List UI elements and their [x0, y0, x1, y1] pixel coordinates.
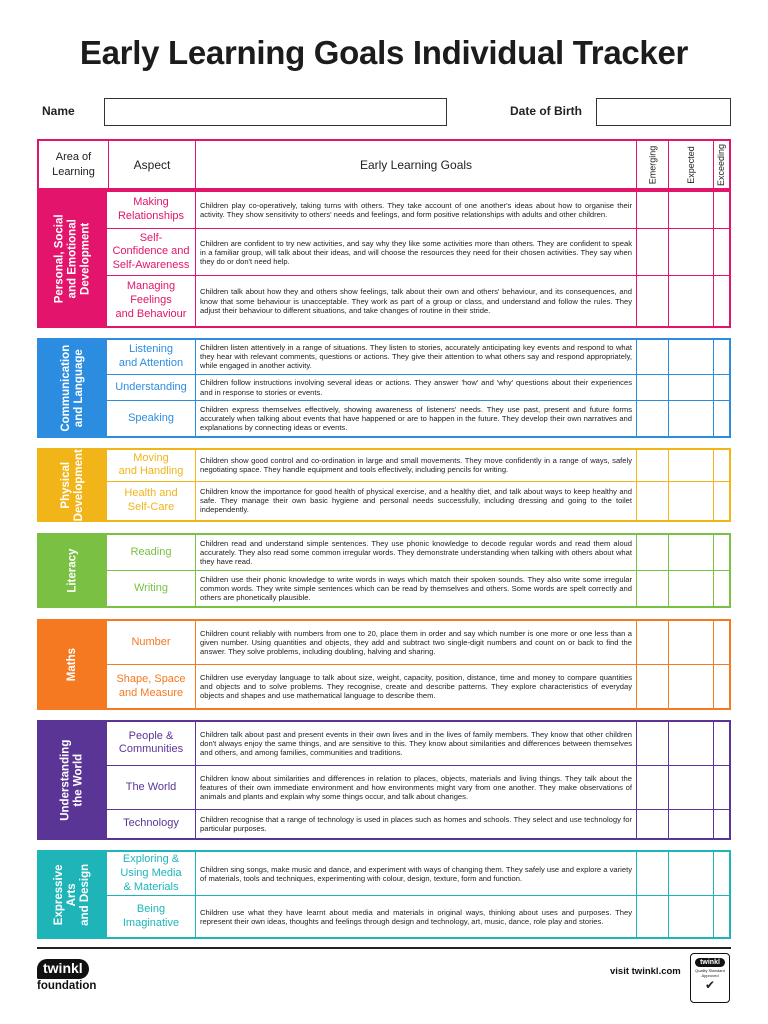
name-label: Name — [42, 104, 75, 118]
header-expected: Expected — [669, 141, 714, 188]
aspect-label: Making Relationships — [107, 192, 196, 228]
goal-row — [107, 340, 729, 375]
aspect-label: Writing — [107, 571, 196, 606]
badge-logo: twinkl — [695, 958, 725, 967]
exceeding-checkbox[interactable] — [714, 229, 729, 275]
goal-text: Children use their phonic knowledge to write words in ways which match their spoken sounds. They also write some irregular common words. They write simple sentences which can be read by themselves and others. Some words are spelt correctly and others are phonetically plausible. — [196, 571, 637, 606]
expected-checkbox[interactable] — [669, 571, 714, 606]
emerging-checkbox[interactable] — [637, 375, 669, 400]
header-emerging: Emerging — [637, 141, 669, 188]
expected-checkbox[interactable] — [669, 192, 714, 228]
aspect-label: Shape, Space and Measure — [107, 665, 196, 708]
section-0 — [37, 190, 731, 328]
exceeding-checkbox[interactable] — [714, 571, 729, 606]
aspect-label: Speaking — [107, 401, 196, 436]
expected-checkbox[interactable] — [669, 276, 714, 326]
footer-divider — [37, 947, 731, 949]
header-area: Area of Learning — [39, 141, 109, 188]
goal-text: Children use what they have learnt about media and materials in original ways, thinking about uses and purposes. They represent their own ideas, thoughts and feelings through design and technology, art, music, dance, role play and stories. — [196, 896, 637, 937]
header-goals: Early Learning Goals — [196, 141, 637, 188]
aspect-label: Exploring & Using Media & Materials — [107, 852, 196, 895]
emerging-checkbox[interactable] — [637, 571, 669, 606]
expected-checkbox[interactable] — [669, 722, 714, 765]
goal-row — [107, 535, 729, 571]
emerging-checkbox[interactable] — [637, 665, 669, 708]
area-label: Physical Development — [59, 448, 85, 522]
goal-text: Children use everyday language to talk about size, weight, capacity, position, distance, time and money to compare quantities and objects and to solve problems. They recognise, create and describe patterns. They explore characteristics of everyday objects and shapes and use mathematical language to describe them. — [196, 665, 637, 708]
aspect-label: Being Imaginative — [107, 896, 196, 937]
expected-checkbox[interactable] — [669, 852, 714, 895]
exceeding-checkbox[interactable] — [714, 852, 729, 895]
exceeding-checkbox[interactable] — [714, 375, 729, 400]
badge-text: Quality Standard Approved — [695, 968, 725, 978]
aspect-label: Listening and Attention — [107, 340, 196, 374]
goal-row — [107, 621, 729, 665]
goal-row — [107, 571, 729, 606]
area-label: Expressive Arts and Design — [53, 863, 92, 926]
exceeding-checkbox[interactable] — [714, 766, 729, 810]
emerging-checkbox[interactable] — [637, 722, 669, 765]
emerging-checkbox[interactable] — [637, 621, 669, 664]
header-exceeding: Exceeding — [716, 143, 727, 186]
aspect-label: Self- Confidence and Self-Awareness — [107, 229, 196, 275]
expected-checkbox[interactable] — [669, 450, 714, 481]
tracker-header — [37, 139, 731, 190]
emerging-checkbox[interactable] — [637, 482, 669, 520]
section-3 — [37, 533, 731, 608]
area-of-learning — [39, 340, 107, 436]
goal-row — [107, 229, 729, 276]
area-label: Personal, Social and Emotional Development — [53, 214, 92, 304]
expected-checkbox[interactable] — [669, 340, 714, 374]
goal-row — [107, 722, 729, 766]
area-of-learning — [39, 722, 107, 838]
goal-row — [107, 192, 729, 229]
name-field[interactable] — [104, 98, 447, 126]
logo-subtitle: foundation — [37, 980, 97, 992]
exceeding-checkbox[interactable] — [714, 276, 729, 326]
aspect-label: The World — [107, 766, 196, 810]
expected-checkbox[interactable] — [669, 665, 714, 708]
exceeding-checkbox[interactable] — [714, 665, 729, 708]
goal-text: Children express themselves effectively, showing awareness of listeners' needs. They use past, present and future forms accurately when talking about events that have happened or are to happen in the future. They develop their own narratives and explanations by connecting ideas or events. — [196, 401, 637, 436]
goal-text: Children count reliably with numbers from one to 20, place them in order and say which number is one more or one less than a given number. Using quantities and objects, they add and subtract two single-digit numbers and count on or back to find the answer. They solve problems, including doubling, halving and sharing. — [196, 621, 637, 664]
goal-text: Children talk about how they and others show feelings, talk about their own and others' behaviour, and its consequences, and know that some behaviour is unacceptable. They work as part of a group or class, and understand and follow the rules. They adjust their behaviour to different situations, and take changes of routine in their stride. — [196, 276, 637, 326]
emerging-checkbox[interactable] — [637, 766, 669, 810]
exceeding-checkbox[interactable] — [714, 621, 729, 664]
exceeding-checkbox[interactable] — [714, 340, 729, 374]
area-of-learning — [39, 450, 107, 520]
aspect-label: Moving and Handling — [107, 450, 196, 481]
expected-checkbox[interactable] — [669, 229, 714, 275]
section-2 — [37, 448, 731, 522]
goal-text: Children know about similarities and differences in relation to places, objects, materials and living things. They talk about the features of their own immediate environment and how environments might vary from one another. They make observations of animals and plants and explain why some things occur, and talk about changes. — [196, 766, 637, 810]
expected-checkbox[interactable] — [669, 401, 714, 436]
goal-text: Children are confident to try new activities, and say why they like some activities more than others. They are confident to speak in a familiar group, will talk about their ideas, and will choose the resources they need for their chosen activities. They say when they do or don't need help. — [196, 229, 637, 275]
emerging-checkbox[interactable] — [637, 896, 669, 937]
section-6 — [37, 850, 731, 939]
area-label: Understanding the World — [59, 739, 86, 821]
emerging-checkbox[interactable] — [637, 810, 669, 838]
aspect-label: Technology — [107, 810, 196, 838]
visit-link[interactable]: visit twinkl.com — [610, 966, 681, 977]
aspect-label: People & Communities — [107, 722, 196, 765]
goal-row — [107, 896, 729, 937]
area-label: Literacy — [66, 548, 79, 593]
goal-row — [107, 276, 729, 326]
goal-row — [107, 375, 729, 401]
expected-checkbox[interactable] — [669, 535, 714, 570]
goal-text: Children talk about past and present events in their own lives and in the lives of family members. They know that other children don't always enjoy the same things, and are sensitive to this. They know about similarities and differences between themselves and others, and among families, communities and traditions. — [196, 722, 637, 765]
dob-label: Date of Birth — [510, 104, 582, 118]
emerging-checkbox[interactable] — [637, 229, 669, 275]
area-label: Maths — [66, 647, 79, 682]
area-of-learning — [39, 621, 107, 708]
goal-row — [107, 810, 729, 838]
aspect-label: Health and Self-Care — [107, 482, 196, 520]
section-4 — [37, 619, 731, 710]
emerging-checkbox[interactable] — [637, 852, 669, 895]
area-of-learning — [39, 852, 107, 937]
emerging-checkbox[interactable] — [637, 535, 669, 570]
expected-checkbox[interactable] — [669, 766, 714, 810]
check-icon: ✔ — [704, 977, 716, 992]
goal-row — [107, 482, 729, 520]
area-label: Communication and Language — [59, 344, 86, 432]
goal-text: Children listen attentively in a range of situations. They listen to stories, accurately anticipating key events and respond to what they hear with relevant comments, questions or actions. They give their attention to what others say and respond appropriately, while engaged in another activity. — [196, 340, 637, 374]
goal-row — [107, 852, 729, 896]
quality-badge — [690, 953, 730, 1003]
section-1 — [37, 338, 731, 438]
emerging-checkbox[interactable] — [637, 192, 669, 228]
aspect-label: Reading — [107, 535, 196, 570]
exceeding-checkbox[interactable] — [714, 896, 729, 937]
exceeding-checkbox[interactable] — [714, 722, 729, 765]
goal-row — [107, 766, 729, 811]
section-5 — [37, 720, 731, 840]
area-of-learning — [39, 535, 107, 606]
emerging-checkbox[interactable] — [637, 450, 669, 481]
dob-field[interactable] — [596, 98, 731, 126]
expected-checkbox[interactable] — [669, 482, 714, 520]
page-title: Early Learning Goals Individual Tracker — [79, 34, 689, 71]
exceeding-checkbox[interactable] — [714, 482, 729, 520]
goal-text: Children know the importance for good health of physical exercise, and a healthy diet, and talk about ways to keep healthy and safe. They manage their own basic hygiene and personal needs successfully, including dressing and going to the toilet independently. — [196, 482, 637, 520]
aspect-label: Understanding — [107, 375, 196, 400]
goal-row — [107, 401, 729, 436]
exceeding-checkbox[interactable] — [714, 810, 729, 838]
expected-checkbox[interactable] — [669, 896, 714, 937]
exceeding-checkbox[interactable] — [714, 401, 729, 436]
expected-checkbox[interactable] — [669, 810, 714, 838]
goal-row — [107, 450, 729, 482]
goal-text: Children play co-operatively, taking turns with others. They take account of one another's ideas about how to organise their activity. They show sensitivity to others' needs and feelings, and form positive relationships with adults and other children. — [196, 192, 637, 228]
student-details — [40, 98, 730, 126]
emerging-checkbox[interactable] — [637, 276, 669, 326]
logo-wordmark: twinkl — [37, 959, 89, 979]
twinkl-foundation-logo — [37, 957, 101, 1013]
aspect-label: Managing Feelings and Behaviour — [107, 276, 196, 326]
expected-checkbox[interactable] — [669, 621, 714, 664]
goal-text: Children recognise that a range of technology is used in places such as homes and schools. They select and use technology for particular purposes. — [196, 810, 637, 838]
goal-row — [107, 665, 729, 708]
goal-text: Children follow instructions involving several ideas or actions. They answer 'how' and 'why' questions about their experiences and in response to stories or events. — [196, 375, 637, 400]
expected-checkbox[interactable] — [669, 375, 714, 400]
goal-text: Children read and understand simple sentences. They use phonic knowledge to decode regular words and read them aloud accurately. They also read some common irregular words. They demonstrate understanding when talking with others about what they have read. — [196, 535, 637, 570]
exceeding-checkbox[interactable] — [714, 535, 729, 570]
exceeding-checkbox[interactable] — [714, 450, 729, 481]
emerging-checkbox[interactable] — [637, 340, 669, 374]
goal-text: Children sing songs, make music and dance, and experiment with ways of changing them. They safely use and explore a variety of materials, tools and techniques, experimenting with colour, design, texture, form and function. — [196, 852, 637, 895]
aspect-label: Number — [107, 621, 196, 664]
header-aspect: Aspect — [109, 141, 196, 188]
goal-text: Children show good control and co-ordination in large and small movements. They move confidently in a range of ways, safely negotiating space. They handle equipment and tools effectively, including pencils for writing. — [196, 450, 637, 481]
emerging-checkbox[interactable] — [637, 401, 669, 436]
area-of-learning — [39, 192, 107, 326]
exceeding-checkbox[interactable] — [714, 192, 729, 228]
